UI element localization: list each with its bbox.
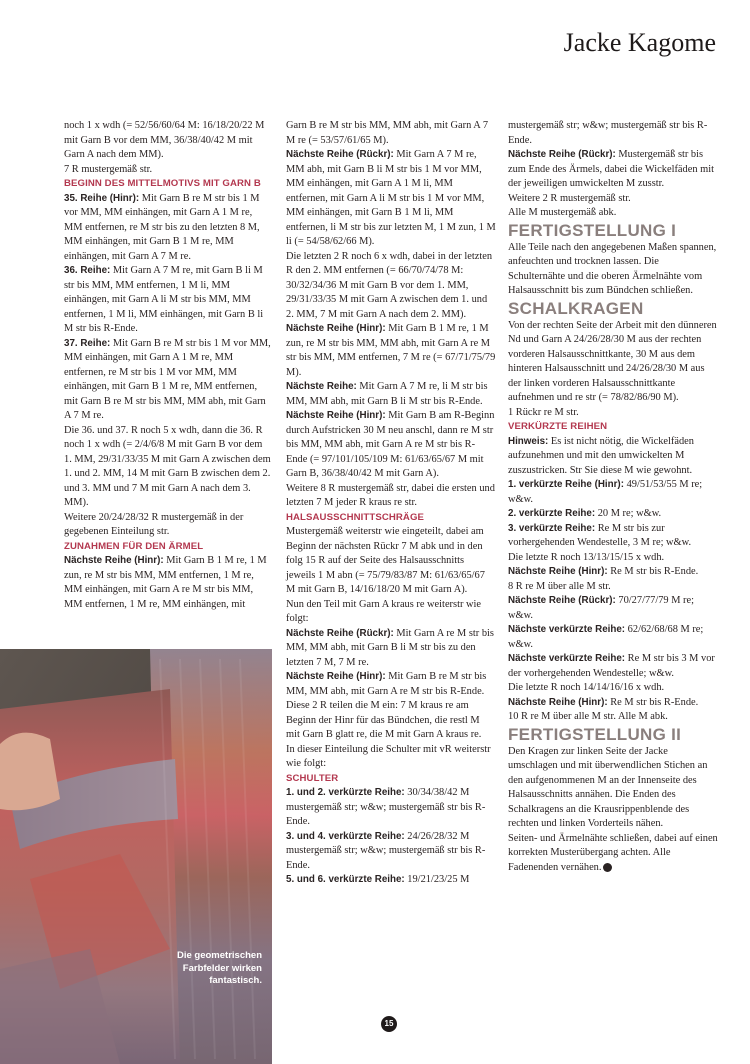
product-photo: [0, 649, 272, 1064]
column-3: [508, 119, 718, 875]
paragraph: Die letzte R noch 13/13/15/15 x wdh.: [508, 551, 665, 563]
row-text: Re M str bis zur vorhergehenden Wendestelle, 3 M re; w&w.: [508, 522, 692, 548]
paragraph-text: Seiten- und Ärmelnähte schließen, dabei auf einen korrekten Musterübergang achten. Alle Fadenenden vernähen.: [508, 832, 718, 873]
row-instruction: [508, 478, 718, 507]
row-instruction: [286, 786, 496, 830]
row-text: 19/21/23/25 M: [404, 874, 470, 885]
knitted-jacket-illustration: [0, 649, 272, 1064]
row-label: Nächste Reihe (Hinr):: [286, 671, 386, 682]
row-label: 1. verkürzte Reihe (Hinr):: [508, 479, 624, 490]
row-instruction: [508, 522, 718, 551]
row-label: Nächste verkürzte Reihe:: [508, 653, 626, 664]
note: [508, 435, 718, 479]
row-label: Nächste Reihe (Hinr):: [508, 566, 608, 577]
row-text: 49/51/53/55 M re; w&w.: [508, 479, 703, 505]
paragraph-final: [508, 832, 718, 876]
row-label: Nächste Reihe (Hinr):: [286, 410, 386, 421]
paragraph: Die 36. und 37. R noch 5 x wdh, dann die 36. R noch 1 x wdh (= 2/4/6/8 M mit Garn B vor dem 1. MM, 29/31/33/35 M mit Garn A zwischen dem 1. und 2. MM, 14 M mit Garn B zwischen dem 2. und 3. MM und 7 M mit Garn A nach dem 3. MM).: [64, 424, 271, 508]
note-label: Hinweis:: [508, 435, 549, 447]
row-text: Mit Garn B re M str bis 1 M vor MM, MM einhängen, mit Garn A 1 M re, MM entfernen, re M str bis zu den letzten 8 M, MM einhängen, mit Garn B 1 M re, MM einhängen, mit Garn A 7 M re.: [64, 192, 260, 262]
row-label: Nächste Reihe (Hinr):: [286, 323, 386, 334]
row-text: 30/34/38/42 M mustergemäß str; w&w; mustergemäß str bis R-Ende.: [286, 787, 486, 827]
row-label: Nächste Reihe (Rückr):: [508, 149, 616, 160]
end-mark-icon: [603, 863, 612, 872]
row-label: 37. Reihe:: [64, 337, 111, 349]
column-2: [286, 119, 496, 888]
row-text: Mit Garn B 1 M re, 1 M zun, re M str bis MM, MM entfernen, 1 M re, MM einhängen, mit Garn A re M str bis MM, MM entfernen, 1 M re, MM einhängen, mit: [64, 555, 267, 610]
row-text: 20 M re; w&w.: [595, 508, 662, 519]
paragraph: Garn B re M str bis MM, MM abh, mit Garn A 7 M re (= 53/57/61/65 M).: [286, 120, 489, 146]
row-label: Nächste Reihe (Rückr):: [508, 595, 616, 606]
paragraph: Den Kragen zur linken Seite der Jacke umschlagen und mit überwendlichen Stichen an den aufgenommenen M an der Innenseite des Halsausschnitts annähen. Die Enden des Schalkragens an die Krausrippenblende des rechten und linken Vorderteils nähen.: [508, 745, 708, 829]
paragraph: 10 R re M über alle M str. Alle M abk.: [508, 711, 668, 722]
section-heading-schalkragen: SCHALKRAGEN: [508, 298, 644, 318]
paragraph: Von der rechten Seite der Arbeit mit den dünneren Nd und Garn A 24/26/28/30 M aus der rechten vorderen Halsausschnittkante, 30 M aus dem hinteren Halsausschnitt und 24/26/28/30 M aus der linken vorderen Halsausschnittkante aufnehmen und re str (= 78/82/86/90 M).: [508, 319, 717, 403]
row-instruction: [64, 192, 272, 265]
row-text: Mit Garn B am R-Beginn durch Aufstricken 30 M neu anschl, dann re M str bis MM, MM abh, mit Garn A re M str bis R-Ende (= 97/101/105/109 M: 61/63/65/67 M mit Garn B, 36/38/40/42 M mit Garn A).: [286, 410, 495, 479]
section-heading-halsausschnitt: HALSAUSSCHNITTSCHRÄGE: [286, 511, 425, 523]
section-heading-fertigstellung-2: FERTIGSTELLUNG II: [508, 724, 682, 744]
row-instruction: [64, 554, 272, 612]
row-instruction: [286, 670, 496, 699]
page-number: 15: [381, 1016, 397, 1032]
paragraph: Weitere 8 R mustergemäß str, dabei die ersten und letzten 7 M jeder R kraus re str.: [286, 482, 495, 508]
row-label: 3. und 4. verkürzte Reihe:: [286, 830, 405, 842]
row-text: Mit Garn B 1 M re, 1 M zun, re M str bis MM, MM abh, mit Garn A re M str bis MM, MM entfernen, 7 M re (= 67/71/75/79 M).: [286, 323, 496, 378]
row-label: 5. und 6. verkürzte Reihe:: [286, 874, 405, 885]
row-text: Mit Garn A re M str bis MM, MM abh, mit Garn B li M str bis zu den letzten 7 M, 7 M re.: [286, 627, 494, 668]
row-instruction: [508, 652, 718, 681]
row-label: Nächste Reihe (Hinr):: [64, 555, 164, 566]
photo-caption: Die geometrischen Farbfelder wirken fantastisch.: [177, 950, 262, 986]
section-heading-verkuerzte-reihen: VERKÜRZTE REIHEN: [508, 421, 608, 432]
paragraph: Weitere 20/24/28/32 R mustergemäß in der gegebenen Einteilung str.: [64, 511, 244, 537]
row-text: Re M str bis R-Ende.: [607, 696, 699, 708]
row-label: Nächste verkürzte Reihe:: [508, 624, 626, 635]
paragraph: In dieser Einteilung die Schulter mit vR weiterstr wie folgt:: [286, 743, 491, 769]
paragraph: Die letzten 2 R noch 6 x wdh, dabei in der letzten R den 2. MM entfernen (= 66/70/74/78 M: 30/32/34/36 M mit Garn B vor dem 1. MM, 29/31/33/35 M mit Garn A zwischen dem 1. und 2. MM, 7 M mit Garn A nach dem 2. MM).: [286, 250, 493, 320]
section-heading-schulter: SCHULTER: [286, 772, 339, 784]
row-text: 24/26/28/32 M mustergemäß str; w&w; mustergemäß str bis R-Ende.: [286, 830, 486, 871]
row-text: Mit Garn A 7 M re, MM abh, mit Garn B li M str bis 1 M vor MM, MM einhängen, mit Garn A 1 M li, MM entfernen, mit Garn A li M str bis 1 M vor MM, MM einhängen, mit Garn B 1 M li, MM entfernen, li M str bis zur letzten M, 1 M zun, 1 M li (= 54/58/62/66 M).: [286, 149, 496, 247]
row-instruction: [286, 873, 496, 888]
section-heading-mittelmotiv: BEGINN DES MITTELMOTIVS MIT GARN B: [64, 178, 261, 189]
row-instruction: [508, 565, 718, 580]
paragraph: 8 R re M über alle M str.: [508, 580, 611, 592]
paragraph: 7 R mustergemäß str.: [64, 163, 153, 175]
note-text: Es ist nicht nötig, die Wickelfäden aufzunehmen und mit den umwickelten M zuszustricken. Str Sie diese M wie gewohnt.: [508, 435, 694, 476]
row-label: 36. Reihe:: [64, 265, 111, 276]
row-instruction: [508, 148, 718, 192]
paragraph: mustergemäß str; w&w; mustergemäß str bis R-Ende.: [508, 120, 708, 146]
paragraph: Alle Teile nach den angegebenen Maßen spannen, anfeuchten und trocknen lassen. Die Schulternähte und die oberen Ärmelnähte vom Halsausschnitt bis zum Bündchen schließen.: [508, 241, 717, 296]
row-text: Mustergemäß str bis zum Ende des Ärmels, dabei die Wickelfäden mit der jeweiligen umwickelten M zusstr.: [508, 149, 714, 189]
row-label: Nächste Reihe (Rückr):: [286, 627, 394, 639]
row-label: Nächste Reihe (Hinr):: [508, 696, 608, 708]
paragraph: Diese 2 R teilen die M ein: 7 M kraus re am Beginn der Hinr für das Bündchen, die restl M mit Garn B glatt re, die M mit Garn A kraus re.: [286, 700, 482, 740]
paragraph: Mustergemäß weiterstr wie eingeteilt, dabei am Beginn der nächsten Rückr 7 M abk und in den folg 15 R auf der Seite des Halsausschnitts jeweils 1 M abn (= 75/79/83/87 M: 61/63/65/67 M mit Garn B, 14/16/18/20 M mit Garn A).: [286, 526, 485, 595]
row-instruction: [286, 830, 496, 874]
row-label: 1. und 2. verkürzte Reihe:: [286, 787, 405, 798]
row-instruction: [508, 696, 718, 711]
row-text: Re M str bis 3 M vor der vorhergehenden Wendestelle; w&w.: [508, 653, 715, 679]
row-label: 35. Reihe (Hinr):: [64, 192, 140, 204]
paragraph: Weitere 2 R mustergemäß str.: [508, 192, 631, 204]
row-label: Nächste Reihe:: [286, 381, 357, 392]
row-text: 62/62/68/68 M re; w&w.: [508, 624, 704, 650]
row-label: 3. verkürzte Reihe:: [508, 522, 596, 534]
paragraph: Die letzte R noch 14/14/16/16 x wdh.: [508, 682, 665, 693]
page-title: Jacke Kagome: [563, 28, 716, 57]
section-heading-fertigstellung-1: FERTIGSTELLUNG I: [508, 220, 677, 240]
row-text: Mit Garn B re M str bis MM, MM abh, mit Garn A re M str bis R-Ende.: [286, 671, 487, 697]
paragraph: Nun den Teil mit Garn A kraus re weiterstr wie folgt:: [286, 598, 482, 624]
row-instruction: [64, 337, 272, 424]
row-instruction: [286, 409, 496, 482]
row-instruction: [508, 507, 718, 522]
paragraph: 1 Rückr re M str.: [508, 406, 579, 418]
row-instruction: [508, 594, 718, 623]
row-text: Mit Garn A 7 M re, mit Garn B li M str bis MM, MM entfernen, 1 M li, MM einhängen, mit Garn A li M str bis MM, MM entfernen, 1 M li, MM einhängen, mit Garn B li M str bis R-Ende.: [64, 265, 264, 334]
row-instruction: [286, 148, 496, 250]
row-instruction: [286, 627, 496, 671]
row-instruction: [508, 623, 718, 652]
paragraph: Alle M mustergemäß abk.: [508, 207, 617, 218]
row-text: Mit Garn A 7 M re, li M str bis MM, MM abh, mit Garn B li M str bis R-Ende.: [286, 381, 488, 407]
paragraph: noch 1 x wdh (= 52/56/60/64 M: 16/18/20/22 M mit Garn B vor dem MM, 36/38/40/42 M mit Garn A nach dem MM).: [64, 120, 265, 160]
section-heading-zunahmen: ZUNAHMEN FÜR DEN ÄRMEL: [64, 540, 204, 552]
column-1: [64, 119, 272, 612]
row-instruction: [286, 322, 496, 380]
row-label: 2. verkürzte Reihe:: [508, 508, 596, 519]
row-text: Re M str bis R-Ende.: [607, 566, 699, 577]
row-text: Mit Garn B re M str bis 1 M vor MM, MM einhängen, mit Garn A 1 M re, MM entfernen, re M str bis 1 M vor MM, MM einhängen, mit Garn B 1 M re, MM entfernen, mit Garn B re M str bis MM, MM abh, mit Garn A 7 M re.: [64, 337, 271, 421]
row-text: 70/27/77/79 M re; w&w.: [508, 595, 695, 621]
row-label: Nächste Reihe (Rückr):: [286, 149, 394, 160]
row-instruction: [64, 264, 272, 337]
row-instruction: [286, 380, 496, 409]
